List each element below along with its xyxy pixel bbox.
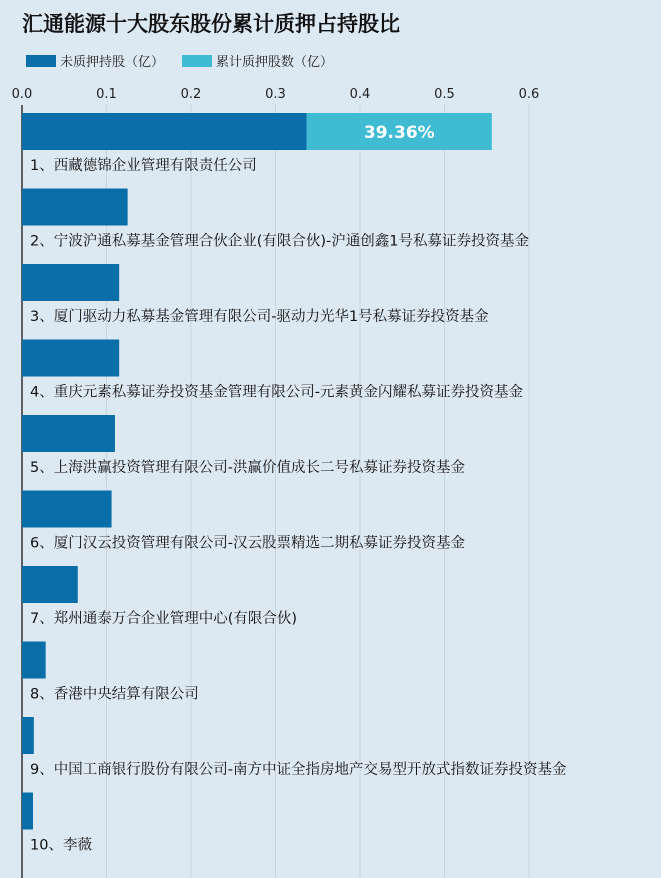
category-label: 5、上海洪赢投资管理有限公司-洪赢价值成长二号私募证券投资基金 (30, 460, 465, 476)
category-label: 7、郑州通泰万合企业管理中心(有限合伙) (30, 611, 298, 627)
bar-unpledged (22, 264, 119, 301)
bar-unpledged (22, 415, 115, 452)
bar-unpledged (22, 793, 33, 830)
bar-unpledged (22, 642, 46, 679)
category-label: 1、西藏德锦企业管理有限责任公司 (30, 158, 257, 174)
bar-unpledged (22, 113, 307, 150)
tick-label: 0.4 (349, 87, 371, 102)
category-label: 10、李薇 (30, 837, 92, 854)
legend-label: 未质押持股（亿） (60, 55, 165, 70)
tick-label: 0.5 (434, 87, 455, 102)
bar-unpledged (22, 566, 78, 603)
category-label: 2、宁波沪通私募基金管理合伙企业(有限合伙)-沪通创鑫1号私募证券投资基金 (30, 233, 529, 250)
tick-label: 0.2 (180, 87, 202, 102)
tick-label: 0.0 (11, 87, 33, 102)
bar-unpledged (22, 189, 128, 226)
category-label: 4、重庆元素私募证券投资基金管理有限公司-元素黄金闪耀私募证券投资基金 (30, 384, 523, 401)
category-label: 8、香港中央结算有限公司 (30, 686, 199, 703)
bar-unpledged (22, 491, 112, 528)
tick-label: 0.1 (96, 87, 117, 102)
bar-unpledged (22, 717, 34, 754)
bar-unpledged (22, 340, 119, 377)
category-label: 6、厦门汉云投资管理有限公司-汉云股票精选二期私募证券投资基金 (30, 535, 465, 552)
chart-title: 汇通能源十大股东股份累计质押占持股比 (22, 12, 400, 36)
tick-label: 0.3 (265, 87, 286, 102)
legend-label: 累计质押股数（亿） (216, 55, 334, 70)
category-label: 9、中国工商银行股份有限公司-南方中证全指房地产交易型开放式指数证券投资基金 (30, 762, 567, 778)
tick-label: 0.6 (518, 87, 540, 102)
data-label: 39.36% (363, 123, 435, 143)
category-label: 3、厦门驱动力私募基金管理有限公司-驱动力光华1号私募证券投资基金 (30, 309, 489, 325)
